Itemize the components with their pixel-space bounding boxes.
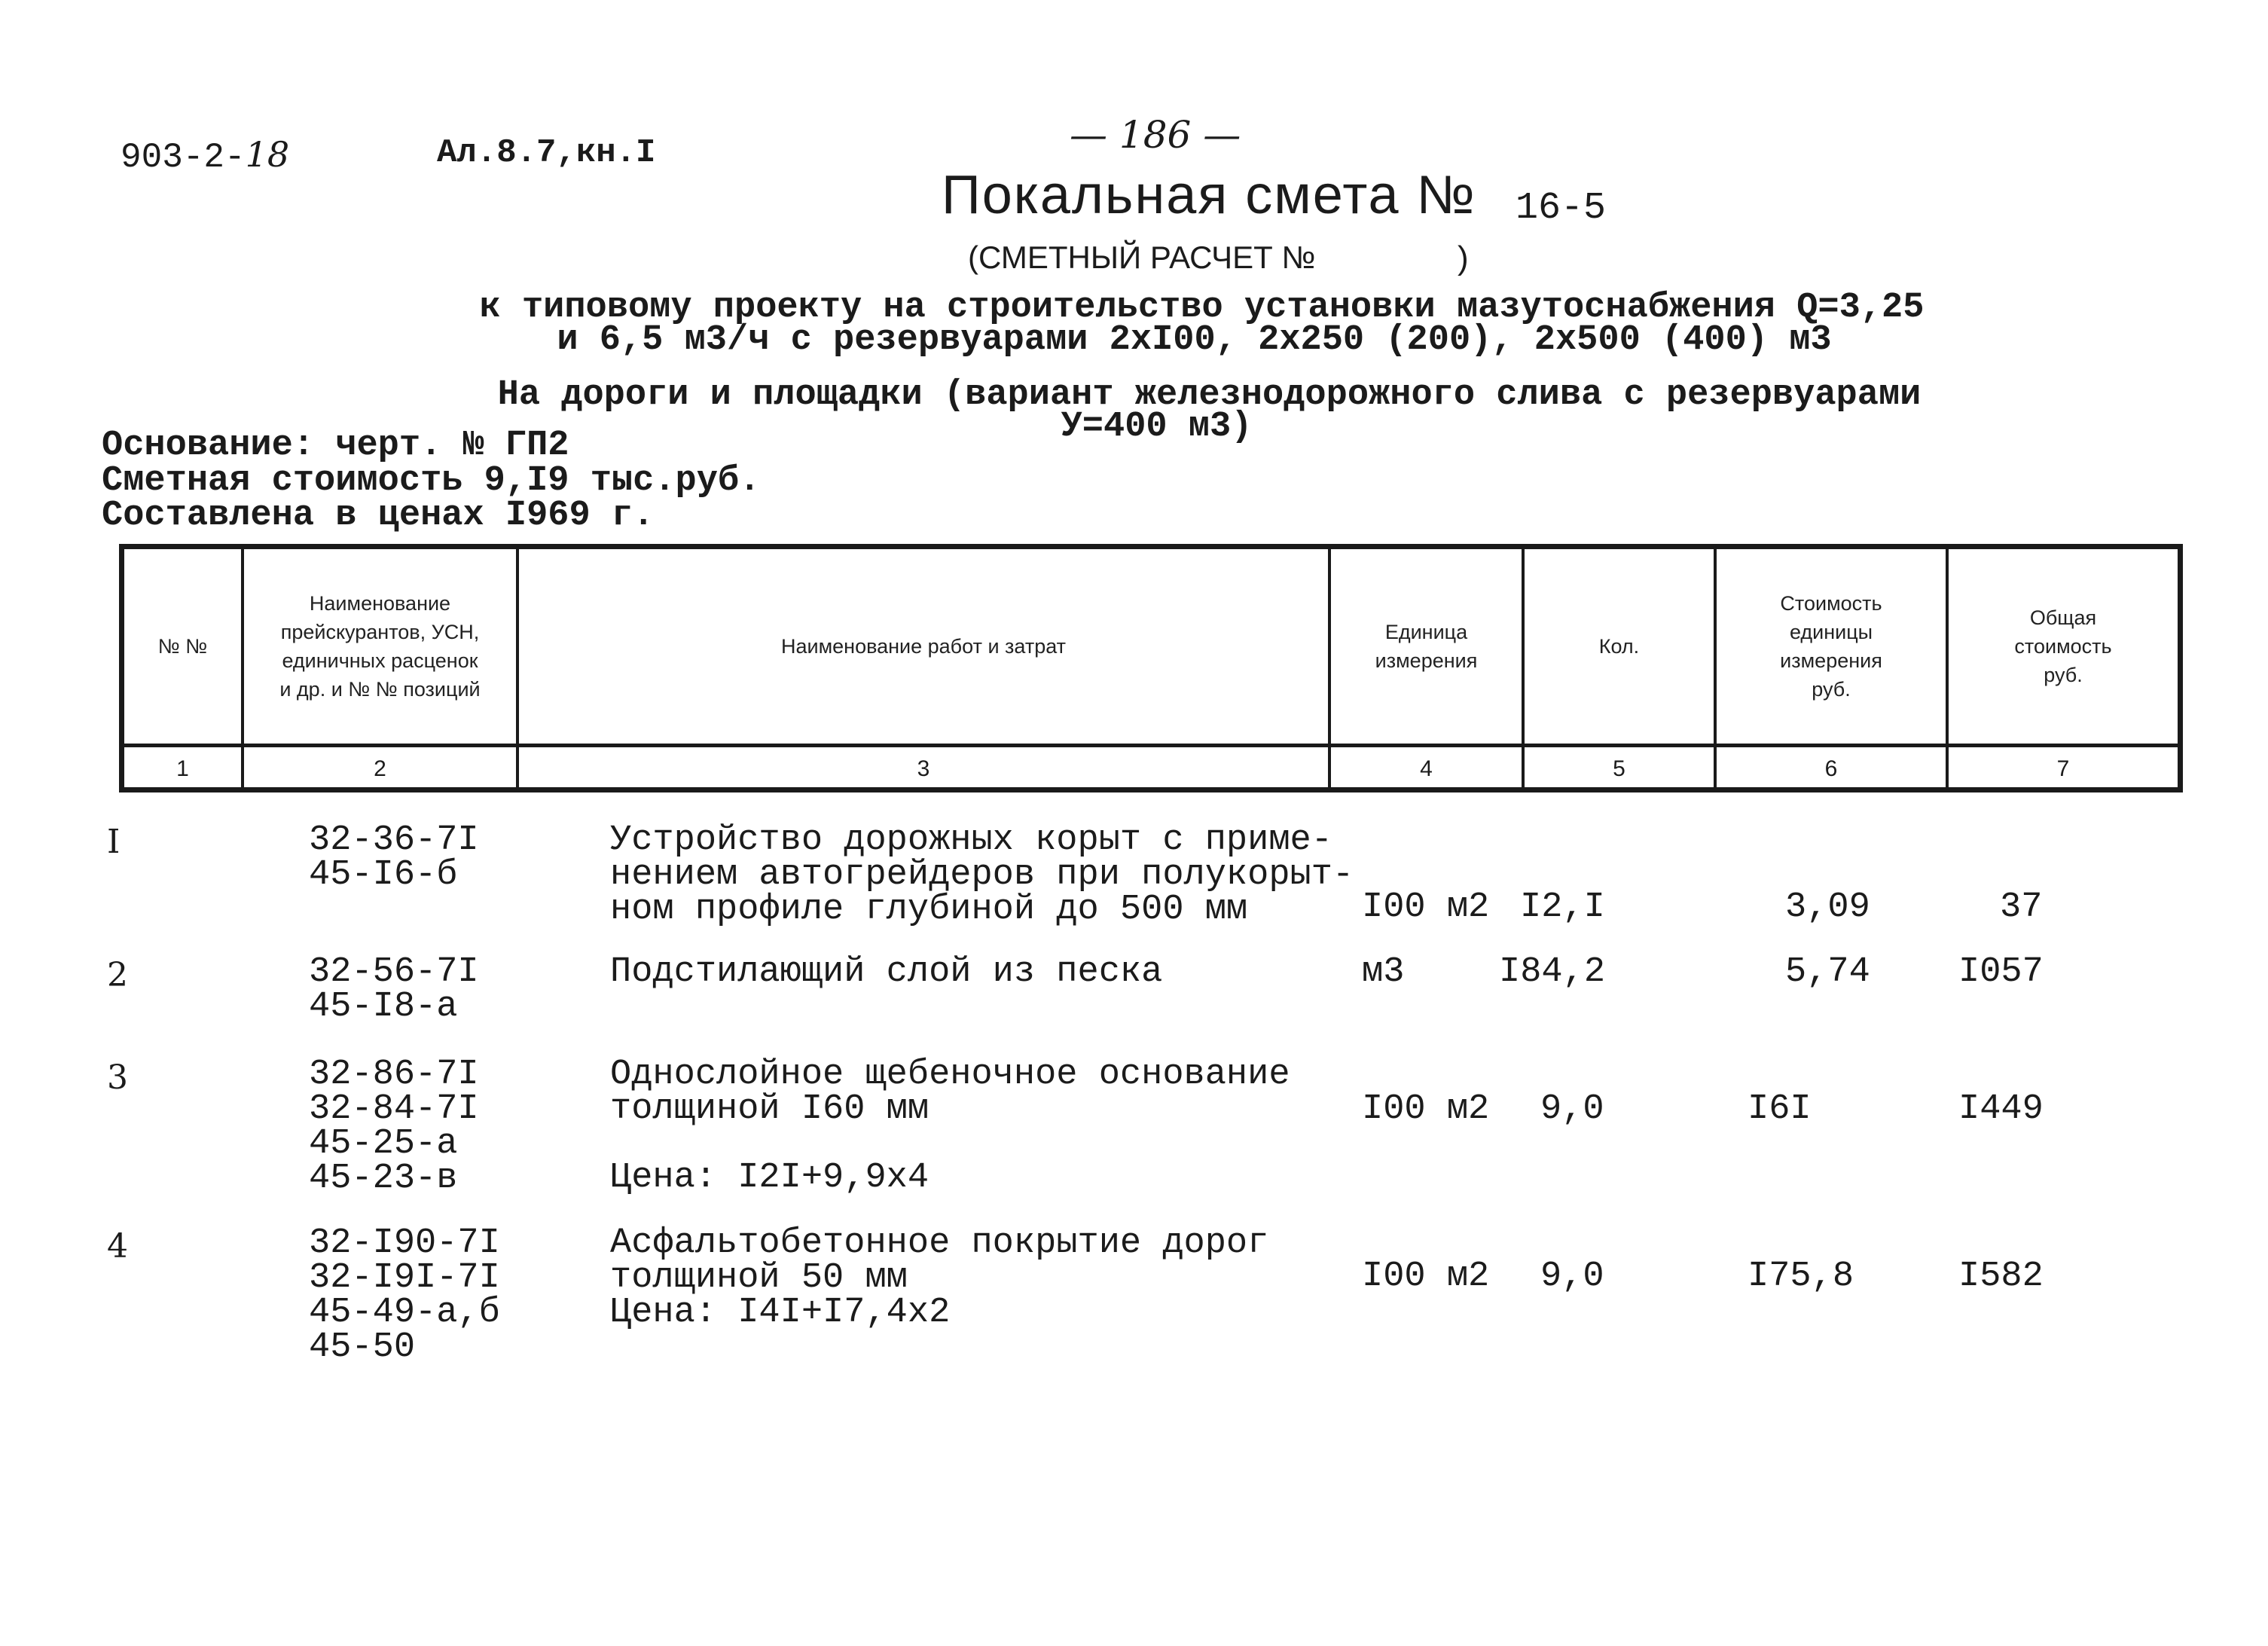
column-header-work: Наименование работ и затрат: [780, 635, 1066, 658]
row-number: 4: [107, 1227, 128, 1266]
album-reference: Ал.8.7,кн.I: [437, 134, 656, 172]
row-work: Асфальтобетонное покрытие дорог толщиной 50 мм Цена: I4I+I7,4х2: [610, 1223, 1269, 1333]
page-number: — 186 —: [1070, 113, 1241, 157]
estimate-number: 16-5: [1516, 187, 1607, 230]
table-header: [119, 544, 2183, 792]
row-unit-price: 5,74: [1785, 952, 1870, 992]
row-number: I: [107, 823, 121, 861]
column-header-codes: Наименование прейскурантов, УСН, единичных расценок и др. и № № позиций: [279, 592, 481, 701]
column-number: 5: [1613, 756, 1625, 781]
row-work: Подстилающий слой из песка: [610, 952, 1163, 992]
row-quantity: 9,0: [1540, 1257, 1604, 1296]
row-total: I582: [1958, 1257, 2044, 1296]
row-total: I057: [1958, 952, 2044, 992]
project-description-line: к типовому проекту на строительство установки мазутоснабжения Q=3,25: [479, 288, 1925, 328]
column-number: 6: [1824, 756, 1838, 781]
page-title: Покальная смета №: [942, 165, 1476, 225]
column-header-unit-price: Стоимость единицы измерения руб.: [1780, 592, 1882, 701]
subtitle-close: ): [1458, 240, 1469, 276]
row-codes: 32-36-7I 45-I6-б: [309, 820, 479, 895]
row-unit-price: I75,8: [1748, 1257, 1854, 1296]
row-unit: I00 м2: [1362, 887, 1490, 927]
price-year: Составлена в ценах I969 г.: [102, 496, 655, 536]
row-number: 2: [107, 956, 128, 994]
basis-drawing: Основание: черт. № ГП2: [102, 426, 569, 466]
section-description-line: На дороги и площадки (вариант железнодорожного слива с резервуарами: [497, 375, 1922, 415]
row-total: I449: [1958, 1089, 2044, 1129]
column-header-total: Общая стоимость руб.: [2014, 606, 2112, 686]
column-header-number: № №: [157, 635, 208, 658]
row-quantity: I84,2: [1499, 952, 1606, 992]
document-code: 903-2-18: [121, 134, 290, 177]
column-header-quantity: Кол.: [1598, 635, 1640, 658]
row-unit: I00 м2: [1362, 1257, 1490, 1296]
column-number: 3: [917, 756, 930, 781]
row-codes: 32-56-7I 45-I8-а: [309, 952, 479, 1027]
estimated-cost: Сметная стоимость 9,I9 тыс.руб.: [102, 461, 761, 501]
subtitle: (СМЕТНЫЙ РАСЧЕТ №: [968, 240, 1316, 275]
column-number: 4: [1420, 756, 1433, 781]
row-unit: I00 м2: [1362, 1089, 1490, 1129]
section-description-line: У=400 м3): [1061, 407, 1253, 447]
row-unit-price: 3,09: [1785, 887, 1870, 927]
project-description-line: и 6,5 м3/ч с резервуарами 2хI00, 2х250 (200), 2х500 (400) м3: [557, 320, 1832, 360]
row-price-formula: Цена: I2I+9,9х4: [610, 1158, 929, 1198]
row-codes: 32-I90-7I 32-I9I-7I 45-49-а,б 45-50: [309, 1223, 500, 1367]
row-quantity: 9,0: [1540, 1089, 1604, 1129]
row-unit-price: I6I: [1748, 1089, 1812, 1129]
row-unit: м3: [1362, 952, 1405, 992]
document-code-handwritten: 18: [245, 134, 290, 175]
row-total: 37: [2000, 887, 2043, 927]
row-codes: 32-86-7I 32-84-7I 45-25-а 45-23-в: [309, 1055, 479, 1199]
column-number: 7: [2056, 756, 2070, 781]
row-work: Устройство дорожных корыт с приме- нением автогрейдеров при полукорыт- ном профиле глубиной до 500 мм: [610, 820, 1354, 930]
row-work: Однослойное щебеночное основание толщиной I60 мм: [610, 1055, 1290, 1129]
row-number: 3: [107, 1058, 128, 1097]
column-header-unit: Единица измерения: [1375, 621, 1478, 672]
row-quantity: I2,I: [1520, 887, 1605, 927]
column-number: 1: [176, 756, 189, 781]
column-number: 2: [374, 756, 386, 781]
